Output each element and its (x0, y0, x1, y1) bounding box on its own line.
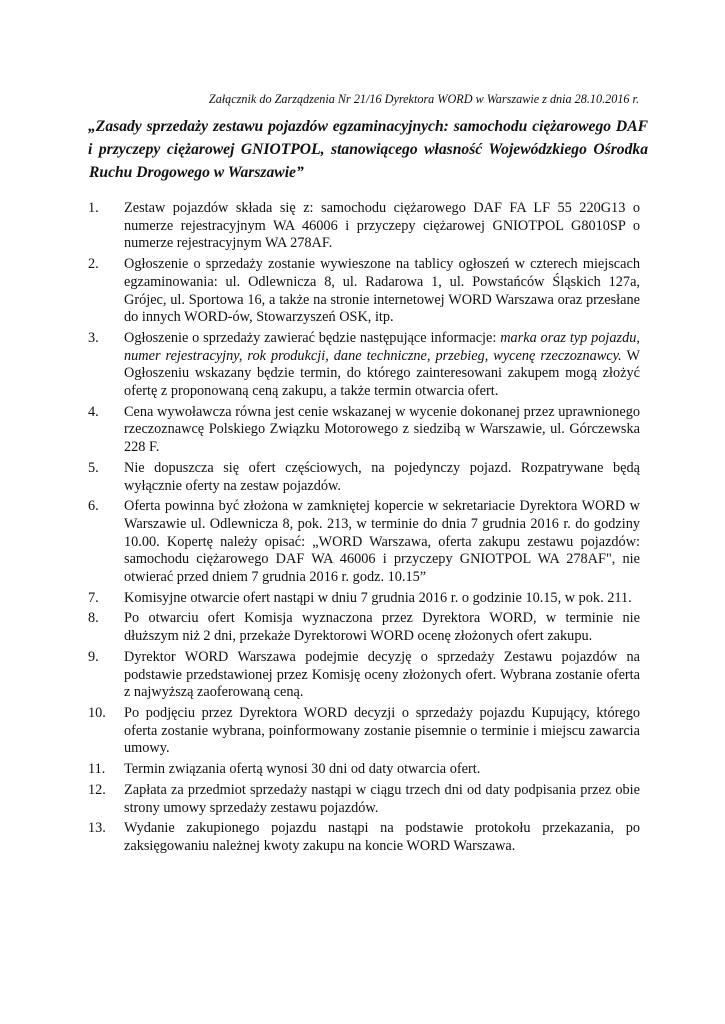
document-title (88, 115, 648, 184)
title-line-3: Ruchu Drogowego w Warszawie” (89, 164, 304, 181)
list-item-7 (88, 590, 640, 608)
list-item-13 (88, 820, 640, 855)
list-item-4 (88, 404, 640, 457)
item-text: Ogłoszenie o sprzedaży zostanie wywieszone na tablicy ogłoszeń w czterech miejscach egzaminowania: ul. Odlewnicza 8, ul. Radarowa 1, ul. Powstańców Śląskich 127a, Grójec, ul. Sportowa 16, a także na stronie internetowej WORD Warszawa oraz przesłane do innych WORD-ów, Stowarzyszeń OSK, itp. (124, 256, 640, 326)
item-number: 13. (88, 820, 106, 837)
item-text-italic: marka oraz typ pojazdu, numer rejestracyjny, rok produkcji, dane techniczne, przebieg, wycenę rzeczoznawcy. (124, 329, 640, 364)
item-text: Zestaw pojazdów składa się z: samochodu ciężarowego DAF FA LF 55 220G13 o numerze rejestracyjnym WA 46006 i przyczepy ciężarowej GNIOTPOL G8010SP o numerze rejestracyjnym WA 278AF. (124, 200, 640, 252)
item-text: Wydanie zakupionego pojazdu nastąpi na podstawie protokołu przekazania, po zaksięgowaniu należnej kwoty zakupu na koncie WORD Warszawa. (124, 820, 640, 854)
list-item-1 (88, 200, 640, 253)
item-number: 4. (88, 403, 99, 420)
list-item-11 (88, 761, 640, 779)
rules-list (88, 200, 640, 856)
item-text: Zapłata za przedmiot sprzedaży nastąpi w ciągu trzech dni od daty podpisania przez obie strony umowy sprzedaży zestawu pojazdów. (124, 781, 640, 816)
item-number: 10. (88, 704, 106, 721)
item-text: Nie dopuszcza się ofert częściowych, na pojedynczy pojazd. Rozpatrywane będą wyłącznie oferty na zestaw pojazdów. (124, 459, 640, 494)
item-text: Dyrektor WORD Warszawa podejmie decyzję o sprzedaży Zestawu pojazdów na podstawie przedstawionej przez Komisję oceny złożonych ofert. Wybrana zostanie oferta z najwyższą zaoferowaną ceną. (124, 648, 640, 701)
list-item-8 (88, 610, 640, 645)
item-text: Komisyjne otwarcie ofert nastąpi w dniu 7 grudnia 2016 r. o godzinie 10.15, w pok. 211. (124, 589, 632, 606)
list-item-3 (88, 330, 640, 401)
item-number: 8. (88, 610, 99, 627)
item-text-lead: Ogłoszenie o sprzedaży zawierać będzie następujące informacje: (124, 329, 501, 346)
list-item-9 (88, 649, 640, 702)
list-item-12 (88, 782, 640, 817)
item-text (124, 330, 640, 401)
item-number: 2. (88, 256, 99, 273)
item-number: 11. (88, 761, 106, 778)
list-item-5 (88, 460, 640, 495)
item-text: Po podjęciu przez Dyrektora WORD decyzji o sprzedaży pojazdu Kupujący, którego oferta zostanie wybrana, poinformowany zostanie pisemnie o terminie i miejscu zawarcia umowy. (124, 704, 640, 757)
item-text: Oferta powinna być złożona w zamkniętej kopercie w sekretariacie Dyrektora WORD w Warszawie ul. Odlewnicza 8, pok. 213, w terminie do dnia 7 grudnia 2016 r. do godziny 10.00. Kopertę należy opisać: „WORD Warszawa, oferta zakupu zestawu pojazdów: samochodu ciężarowego DAF WA 46006 i przyczepy GNIOTPOL WA 278AF", nie otwierać przed dniem 7 grudnia 2016 r. godz. 10.15” (124, 498, 640, 586)
annex-reference: Załącznik do Zarządzenia Nr 21/16 Dyrektora WORD w Warszawie z dnia 28.10.2016 r. (208, 92, 639, 106)
item-text-tail: W Ogłoszeniu wskazany będzie termin, do którego zainteresowani zakupem mogą złożyć ofertę z proponowaną ceną zakupu, a także termin otwarcia ofert. (124, 347, 641, 400)
item-number: 3. (88, 329, 99, 346)
item-text: Po otwarciu ofert Komisja wyznaczona przez Dyrektora WORD, w terminie nie dłuższym niż 2 dni, przekaże Dyrektorowi WORD ocenę złożonych ofert zakupu. (124, 610, 640, 645)
title-line-2: i przyczepy ciężarowej GNIOTPOL, stanowiącego własność Wojewódzkiego Ośrodka (88, 141, 648, 158)
item-number: 9. (88, 648, 99, 665)
list-item-10 (88, 705, 640, 758)
item-number: 1. (88, 200, 99, 216)
title-line-1: „Zasady sprzedaży zestawu pojazdów egzaminacyjnych: samochodu ciężarowego DAF (88, 118, 648, 135)
list-item-2 (88, 256, 640, 327)
item-text: Termin związania ofertą wynosi 30 dni od daty otwarcia ofert. (124, 761, 481, 778)
item-number: 5. (88, 459, 99, 476)
item-text: Cena wywoławcza równa jest cenie wskazanej w wycenie dokonanej przez uprawnionego rzeczoznawcę Polskiego Związku Motorowego z siedzibą w Warszawie, ul. Górczewska 228 F. (124, 403, 640, 456)
item-number: 6. (88, 498, 99, 515)
list-item-6 (88, 498, 640, 587)
item-number: 7. (88, 589, 99, 606)
item-number: 12. (88, 781, 106, 798)
